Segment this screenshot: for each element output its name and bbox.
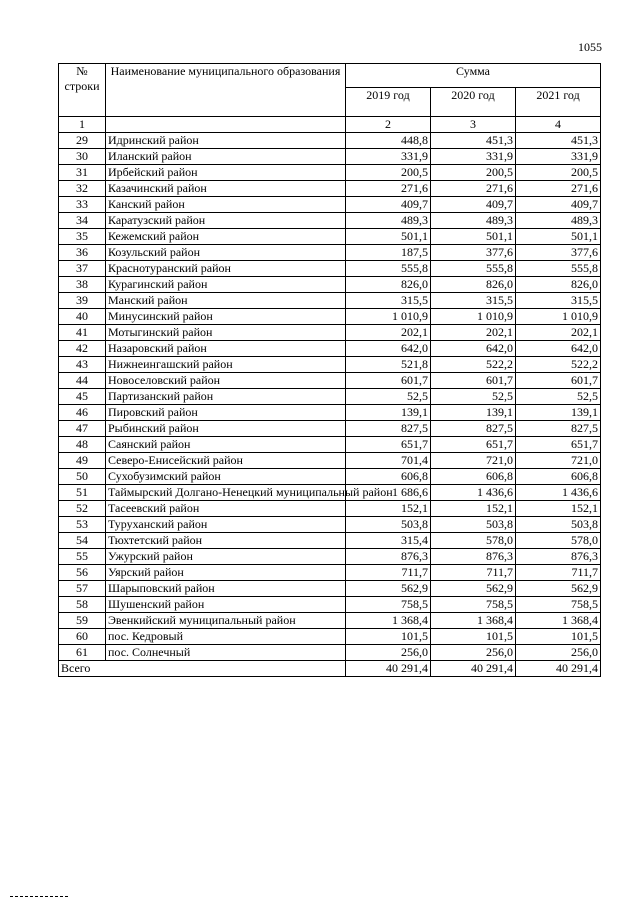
value-2020-cell: 1 368,4 [431,613,516,629]
value-2019-cell: 501,1 [346,229,431,245]
value-2019-cell: 701,4 [346,453,431,469]
row-number-cell: 57 [59,581,106,597]
row-number-cell: 47 [59,421,106,437]
municipality-name-cell: Назаровский район [106,341,346,357]
total-2019: 40 291,4 [346,661,431,677]
row-number-cell: 46 [59,405,106,421]
table-row [59,309,601,325]
header-sum: Сумма [346,64,601,88]
value-2020-cell: 601,7 [431,373,516,389]
value-2021-cell: 711,7 [516,565,601,581]
table-row [59,533,601,549]
municipality-name-cell: Шарыповский район [106,581,346,597]
municipality-name-cell: Сухобузимский район [106,469,346,485]
table-row [59,325,601,341]
municipality-name-cell: Казачинский район [106,181,346,197]
municipality-name-cell: Кежемский район [106,229,346,245]
header-index-1: 1 [59,117,106,133]
header-index-1b [106,117,346,133]
municipality-name-cell: Каратузский район [106,213,346,229]
value-2019-cell: 1 686,6 [346,485,431,501]
table-row [59,597,601,613]
value-2021-cell: 642,0 [516,341,601,357]
municipality-name-cell: Тасеевский район [106,501,346,517]
value-2021-cell: 331,9 [516,149,601,165]
table-row [59,373,601,389]
municipality-name-cell: Таймырский Долгано-Ненецкий муниципальный район [106,485,346,501]
municipality-name-cell: Новоселовский район [106,373,346,389]
row-number-cell: 58 [59,597,106,613]
municipality-name-cell: Идринский район [106,133,346,149]
value-2020-cell: 758,5 [431,597,516,613]
table-row [59,389,601,405]
value-2019-cell: 187,5 [346,245,431,261]
header-year-2019: 2019 год [346,88,431,117]
row-number-cell: 32 [59,181,106,197]
value-2021-cell: 876,3 [516,549,601,565]
value-2020-cell: 651,7 [431,437,516,453]
total-row [59,661,601,677]
table-row [59,437,601,453]
table-row [59,517,601,533]
table-row [59,453,601,469]
row-number-cell: 60 [59,629,106,645]
value-2020-cell: 101,5 [431,629,516,645]
value-2020-cell: 827,5 [431,421,516,437]
municipality-name-cell: Нижнеингашский район [106,357,346,373]
row-number-cell: 41 [59,325,106,341]
table-row [59,341,601,357]
value-2021-cell: 578,0 [516,533,601,549]
value-2019-cell: 606,8 [346,469,431,485]
table-row [59,485,601,501]
municipality-name-cell: Иланский район [106,149,346,165]
table-row [59,133,601,149]
total-label: Всего [59,661,346,677]
value-2020-cell: 1 010,9 [431,309,516,325]
value-2020-cell: 501,1 [431,229,516,245]
municipality-name-cell: Краснотуранский район [106,261,346,277]
value-2019-cell: 521,8 [346,357,431,373]
row-number-cell: 53 [59,517,106,533]
table-row [59,245,601,261]
value-2021-cell: 606,8 [516,469,601,485]
row-number-cell: 31 [59,165,106,181]
value-2020-cell: 826,0 [431,277,516,293]
row-number-cell: 37 [59,261,106,277]
value-2020-cell: 489,3 [431,213,516,229]
value-2020-cell: 606,8 [431,469,516,485]
municipality-name-cell: Ужурский район [106,549,346,565]
value-2020-cell: 555,8 [431,261,516,277]
value-2019-cell: 489,3 [346,213,431,229]
value-2019-cell: 315,4 [346,533,431,549]
table-row [59,181,601,197]
row-number-cell: 42 [59,341,106,357]
page-number: 1055 [578,40,602,54]
row-number-cell: 48 [59,437,106,453]
value-2021-cell: 651,7 [516,437,601,453]
table-row [59,165,601,181]
value-2019-cell: 202,1 [346,325,431,341]
row-number-cell: 40 [59,309,106,325]
table-row [59,197,601,213]
value-2019-cell: 562,9 [346,581,431,597]
header-index-4: 4 [516,117,601,133]
table-row [59,581,601,597]
row-number-cell: 43 [59,357,106,373]
table-row [59,629,601,645]
value-2019-cell: 52,5 [346,389,431,405]
value-2019-cell: 503,8 [346,517,431,533]
value-2020-cell: 200,5 [431,165,516,181]
municipality-name-cell: Северо-Енисейский район [106,453,346,469]
value-2019-cell: 315,5 [346,293,431,309]
value-2020-cell: 409,7 [431,197,516,213]
value-2019-cell: 1 010,9 [346,309,431,325]
value-2021-cell: 377,6 [516,245,601,261]
value-2019-cell: 826,0 [346,277,431,293]
municipality-name-cell: Рыбинский район [106,421,346,437]
value-2020-cell: 578,0 [431,533,516,549]
value-2021-cell: 721,0 [516,453,601,469]
value-2020-cell: 315,5 [431,293,516,309]
municipality-name-cell: Мотыгинский район [106,325,346,341]
table-row [59,613,601,629]
value-2021-cell: 758,5 [516,597,601,613]
municipality-name-cell: Шушенский район [106,597,346,613]
municipality-name-cell: Курагинский район [106,277,346,293]
value-2019-cell: 642,0 [346,341,431,357]
value-2021-cell: 601,7 [516,373,601,389]
row-number-cell: 49 [59,453,106,469]
row-number-cell: 36 [59,245,106,261]
row-number-cell: 30 [59,149,106,165]
value-2020-cell: 642,0 [431,341,516,357]
municipality-name-cell: Тюхтетский район [106,533,346,549]
value-2020-cell: 377,6 [431,245,516,261]
municipality-name-cell: Манский район [106,293,346,309]
value-2021-cell: 315,5 [516,293,601,309]
value-2019-cell: 876,3 [346,549,431,565]
value-2019-cell: 758,5 [346,597,431,613]
row-number-cell: 45 [59,389,106,405]
value-2021-cell: 489,3 [516,213,601,229]
value-2021-cell: 52,5 [516,389,601,405]
value-2019-cell: 256,0 [346,645,431,661]
municipality-name-cell: Козульский район [106,245,346,261]
value-2019-cell: 331,9 [346,149,431,165]
value-2021-cell: 1 010,9 [516,309,601,325]
value-2019-cell: 152,1 [346,501,431,517]
value-2019-cell: 409,7 [346,197,431,213]
table-row [59,229,601,245]
value-2021-cell: 256,0 [516,645,601,661]
municipality-name-cell: пос. Кедровый [106,629,346,645]
row-number-cell: 59 [59,613,106,629]
value-2019-cell: 601,7 [346,373,431,389]
value-2019-cell: 555,8 [346,261,431,277]
footer-rule [10,896,68,897]
total-2020: 40 291,4 [431,661,516,677]
table-row [59,645,601,661]
value-2020-cell: 451,3 [431,133,516,149]
row-number-cell: 29 [59,133,106,149]
header-index-2: 2 [346,117,431,133]
value-2021-cell: 200,5 [516,165,601,181]
value-2020-cell: 876,3 [431,549,516,565]
row-number-cell: 44 [59,373,106,389]
value-2021-cell: 152,1 [516,501,601,517]
municipality-name-cell: пос. Солнечный [106,645,346,661]
value-2021-cell: 1 436,6 [516,485,601,501]
row-number-cell: 35 [59,229,106,245]
value-2019-cell: 827,5 [346,421,431,437]
municipality-name-cell: Канский район [106,197,346,213]
value-2020-cell: 562,9 [431,581,516,597]
value-2019-cell: 139,1 [346,405,431,421]
row-number-cell: 52 [59,501,106,517]
municipality-name-cell: Пировский район [106,405,346,421]
row-number-cell: 39 [59,293,106,309]
value-2021-cell: 503,8 [516,517,601,533]
value-2020-cell: 52,5 [431,389,516,405]
municipality-name-cell: Минусинский район [106,309,346,325]
municipality-name-cell: Эвенкийский муниципальный район [106,613,346,629]
value-2020-cell: 503,8 [431,517,516,533]
value-2021-cell: 1 368,4 [516,613,601,629]
municipality-name-cell: Партизанский район [106,389,346,405]
municipality-name-cell: Саянский район [106,437,346,453]
value-2021-cell: 562,9 [516,581,601,597]
value-2019-cell: 200,5 [346,165,431,181]
value-2020-cell: 721,0 [431,453,516,469]
value-2019-cell: 271,6 [346,181,431,197]
table-row [59,261,601,277]
table-row [59,405,601,421]
row-number-cell: 54 [59,533,106,549]
table-row [59,501,601,517]
value-2020-cell: 271,6 [431,181,516,197]
total-2021: 40 291,4 [516,661,601,677]
value-2019-cell: 711,7 [346,565,431,581]
value-2020-cell: 256,0 [431,645,516,661]
value-2019-cell: 101,5 [346,629,431,645]
value-2021-cell: 139,1 [516,405,601,421]
table-row [59,421,601,437]
value-2019-cell: 651,7 [346,437,431,453]
value-2021-cell: 409,7 [516,197,601,213]
value-2021-cell: 451,3 [516,133,601,149]
value-2020-cell: 331,9 [431,149,516,165]
table-row [59,565,601,581]
header-municipality-name: Наименование муниципального образования [106,64,346,117]
row-number-cell: 33 [59,197,106,213]
table-body [59,133,601,661]
value-2021-cell: 826,0 [516,277,601,293]
value-2021-cell: 522,2 [516,357,601,373]
value-2020-cell: 152,1 [431,501,516,517]
row-number-cell: 61 [59,645,106,661]
municipality-name-cell: Туруханский район [106,517,346,533]
row-number-cell: 55 [59,549,106,565]
row-number-cell: 51 [59,485,106,501]
header-year-2020: 2020 год [431,88,516,117]
table-row [59,293,601,309]
value-2021-cell: 202,1 [516,325,601,341]
table-row [59,469,601,485]
row-number-cell: 56 [59,565,106,581]
table-row [59,149,601,165]
table-row [59,357,601,373]
value-2021-cell: 501,1 [516,229,601,245]
subsidy-table [58,63,601,677]
table-row [59,549,601,565]
value-2019-cell: 1 368,4 [346,613,431,629]
value-2020-cell: 202,1 [431,325,516,341]
table-row [59,213,601,229]
value-2020-cell: 522,2 [431,357,516,373]
municipality-name-cell: Уярский район [106,565,346,581]
value-2020-cell: 1 436,6 [431,485,516,501]
value-2021-cell: 827,5 [516,421,601,437]
header-row-number: № строки [59,64,106,117]
header-index-3: 3 [431,117,516,133]
value-2021-cell: 555,8 [516,261,601,277]
value-2020-cell: 711,7 [431,565,516,581]
header-year-2021: 2021 год [516,88,601,117]
row-number-cell: 50 [59,469,106,485]
value-2021-cell: 271,6 [516,181,601,197]
value-2021-cell: 101,5 [516,629,601,645]
table-row [59,277,601,293]
value-2020-cell: 139,1 [431,405,516,421]
row-number-cell: 38 [59,277,106,293]
row-number-cell: 34 [59,213,106,229]
municipality-name-cell: Ирбейский район [106,165,346,181]
value-2019-cell: 448,8 [346,133,431,149]
